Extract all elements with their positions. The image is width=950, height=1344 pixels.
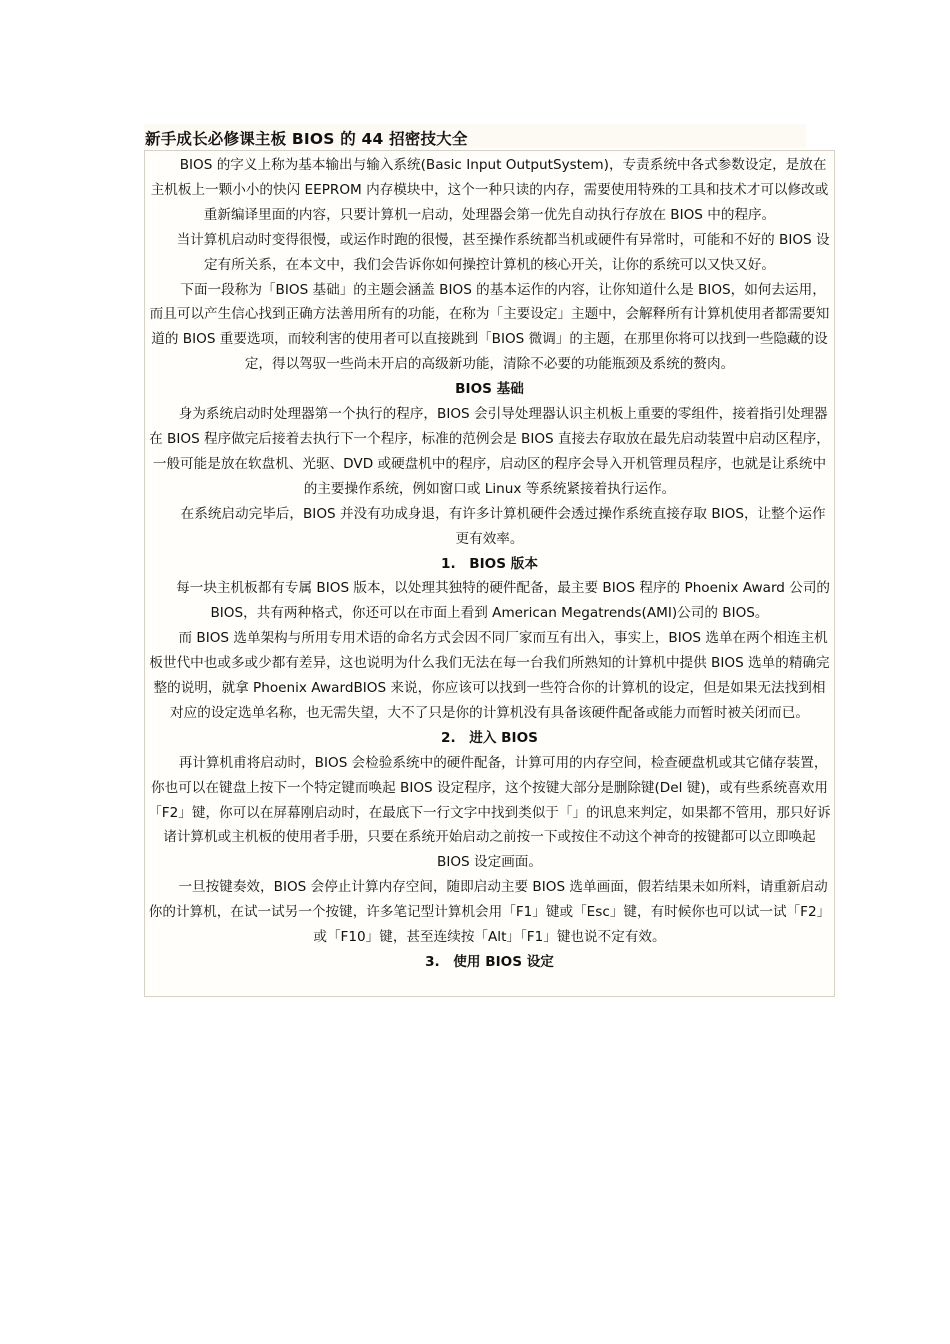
heading-bios-basics: BIOS 基础 bbox=[455, 381, 524, 398]
paragraph-boot-process: 身为系统启动时处理器第一个执行的程序，BIOS 会引导处理器认识主机板上重要的零组件，接着指引处理器在 BIOS 程序做完后接着去执行下一个程序，标准的范例会是 BIOS 直接去存取放在最先启动装置中启动区程序，一般可能是放在软盘机、光驱、DVD 或硬盘机中的程序，启动区的程序会导入开机管理员程序，也就是让系统中的主要操作系统，例如窗口或 Linux 等系统紧接着执行运作。 bbox=[149, 406, 830, 497]
paragraph-slow-startup: 当计算机启动时变得很慢，或运作时跑的很慢，甚至操作系统都当机或硬件有异常时，可能和不好的 BIOS 设定有所关系，在本文中，我们会告诉你如何操控计算机的核心开关，让你的系统可以又快又好。 bbox=[176, 231, 830, 273]
heading-enter-bios: 2. 进入 BIOS bbox=[441, 729, 538, 746]
paragraph-topics-overview: 下面一段称为「BIOS 基础」的主题会涵盖 BIOS 的基本运作的内容，让你知道什么是 BIOS，如何去运用，而且可以产生信心找到正确方法善用所有的功能，在称为「主要设定」主题中，会解释所有计算机使用者都需要知道的 BIOS 重要选项，而较利害的使用者可以直接跳到「BIOS 微调」的主题，在那里你将可以找到一些隐藏的设定，得以驾驭一些尚未开启的高级新功能，清除不必要的功能瓶颈及系统的赘肉。 bbox=[149, 281, 830, 373]
paragraph-enter-key: 再计算机甫将启动时，BIOS 会检验系统中的硬件配备，计算可用的内存空间，检查硬盘机或其它储存装置，你也可以在键盘上按下一个特定键而唤起 BIOS 设定程序，这个按键大部分是删除键(Del 键)，或有些系统喜欢用「F2」键，你可以在屏幕刚启动时，在最底下一行文字中找到类似于「」的讯息来判定，如果都不管用，那只好诉诸计算机或主机板的使用者手册，只要在系统开始启动之前按一下或按住不动这个神奇的按键都可以立即唤起 BIOS 设定画面。 bbox=[148, 754, 831, 871]
paragraph-menu-differences: 而 BIOS 选单架构与所用专用术语的命名方式会因不同厂家而互有出入，事实上，BIOS 选单在两个相连主机板世代中也或多或少都有差异，这也说明为什么我们无法在每一台我们所熟知的计算机中提供 BIOS 选单的精确完整的说明，就拿 Phoenix AwardBIOS 来说，你应该可以找到一些符合你的计算机的设定，但是如果无法找到相对应的设定选单名称，也无需失望，大不了只是你的计算机没有具备该硬件配备或能力而暂时被关闭而已。 bbox=[149, 630, 830, 721]
paragraph-alternate-keys: 一旦按键奏效，BIOS 会停止计算内存空间，随即启动主要 BIOS 选单画面，假若结果未如所料，请重新启动你的计算机，在试一试另一个按键，许多笔记型计算机会用「F1」键或「Esc」键，有时候你也可以试一试「F2」或「F10」键，甚至连续按「Alt」「F1」键也说不定有效。 bbox=[148, 879, 831, 946]
paragraph-bios-intro: BIOS 的字义上称为基本输出与输入系统(Basic Input OutputSystem)，专责系统中各式参数设定，是放在主机板上一颗小小的快闪 EEPROM 内存模块中，这个一种只读的内存，需要使用特殊的工具和技术才可以修改或重新编译里面的内容，只要计算机一启动，处理器会第一优先自动执行存放在 BIOS 中的程序。 bbox=[150, 157, 829, 223]
article-body bbox=[144, 150, 835, 997]
heading-bios-version: 1. BIOS 版本 bbox=[441, 555, 538, 572]
paragraph-bios-vendors: 每一块主机板都有专属 BIOS 版本，以处理其独特的硬件配备，最主要 BIOS 程序的 Phoenix Award 公司的 BIOS，共有两种格式，你还可以在市面上看到 American Megatrends(AMI)公司的 BIOS。 bbox=[176, 580, 831, 622]
heading-using-bios-setup: 3. 使用 BIOS 设定 bbox=[425, 954, 554, 970]
document-title: 新手成长必修课主板 BIOS 的 44 招密技大全 bbox=[145, 130, 468, 148]
paragraph-after-boot: 在系统启动完毕后，BIOS 并没有功成身退，有许多计算机硬件会透过操作系统直接存取 BIOS，让整个运作更有效率。 bbox=[180, 505, 826, 547]
